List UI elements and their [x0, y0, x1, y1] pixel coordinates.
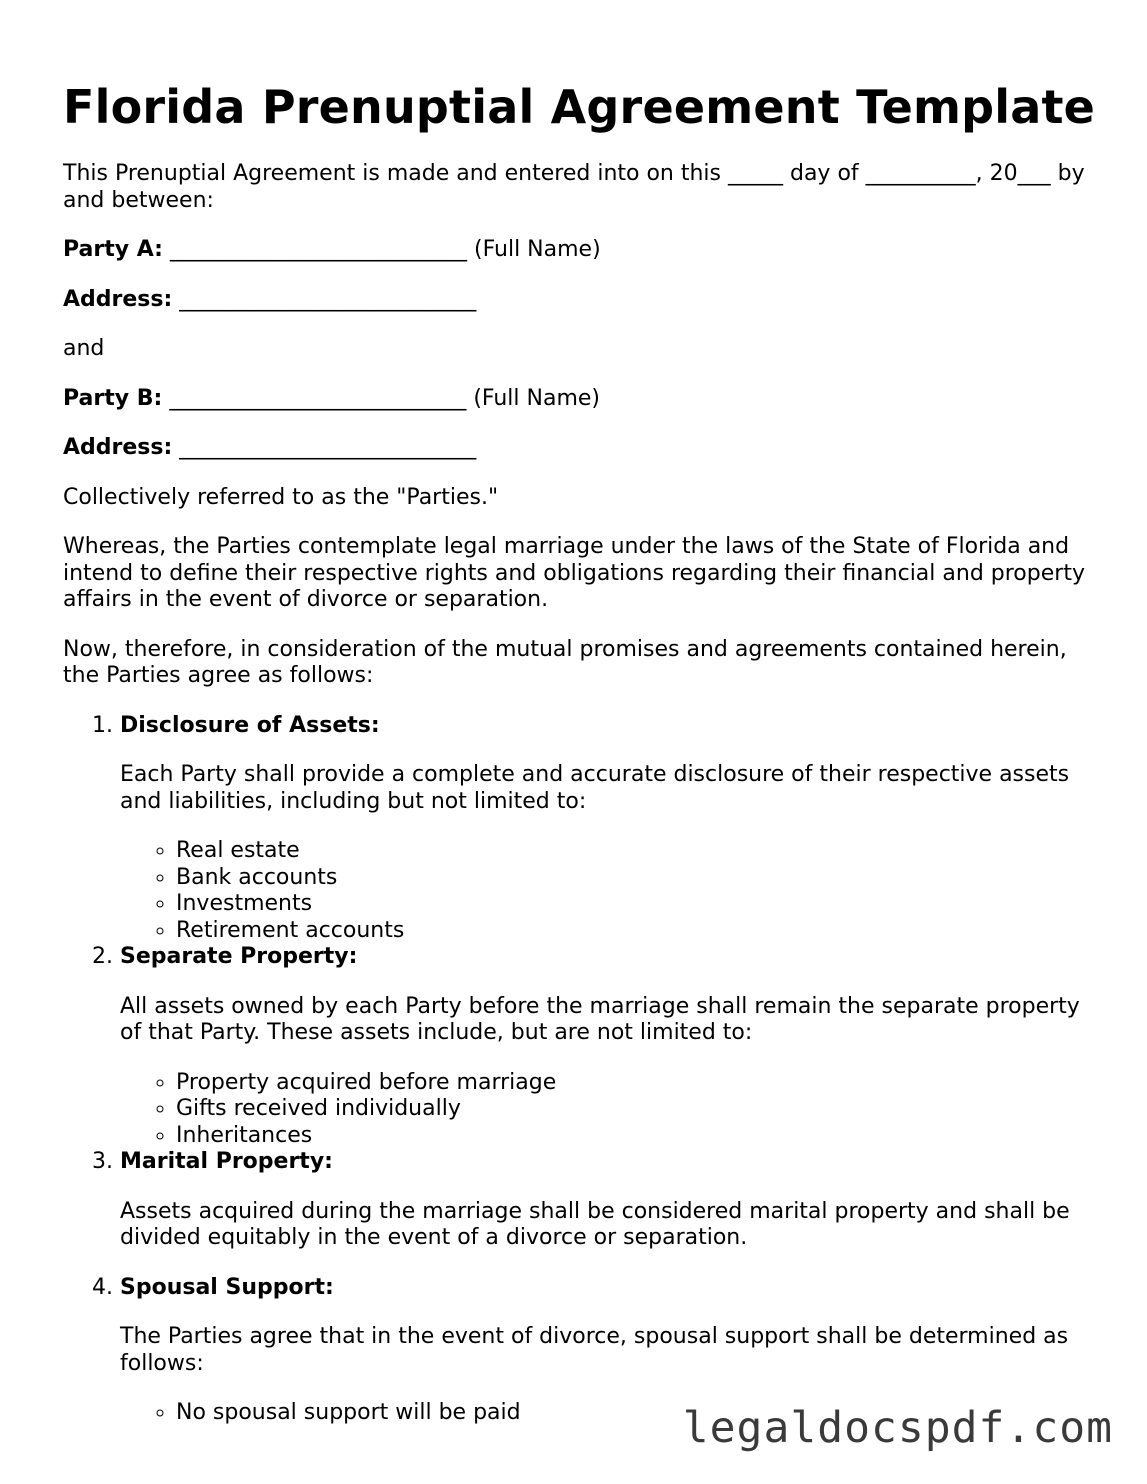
party-a-address-label: Address:: [63, 286, 173, 312]
watermark: legaldocspdf.com: [682, 1403, 1113, 1453]
section-disclosure-of-assets: [120, 713, 1093, 945]
section-heading: Marital Property:: [120, 1149, 333, 1174]
section-text: Assets acquired during the marriage shall be considered marital property and shall be divided equitably in the event of a divorce or separation.: [120, 1198, 1070, 1250]
document-page: [63, 0, 1096, 1427]
party-b-label: Party B:: [63, 385, 163, 411]
section-marital-property: [120, 1149, 1093, 1252]
list-item: ◦ Investments: [176, 891, 1093, 918]
list-item: ◦ Bank accounts: [176, 865, 1093, 892]
section-text: The Parties agree that in the event of divorce, spousal support shall be determined as follows:: [120, 1324, 1069, 1376]
list-item: ◦ Retirement accounts: [176, 918, 1093, 945]
party-b-line: [63, 386, 1093, 413]
party-b-address-line: [63, 435, 1093, 462]
section-text: All assets owned by each Party before the marriage shall remain the separate property of that Party. These assets include, but are not limited to:: [120, 993, 1080, 1045]
separate-property-list: [120, 1070, 1093, 1150]
list-item: ◦ No spousal support will be paid: [176, 1400, 1093, 1427]
party-a-name-note: (Full Name): [473, 237, 601, 262]
section-heading: Disclosure of Assets:: [120, 712, 380, 738]
party-a-name-blank: ___________________________: [169, 237, 467, 262]
whereas-paragraph: Whereas, the Parties contemplate legal marriage under the laws of the State of Florida and intend to define their respective rights and obligations regarding their financial and property affairs in the event of divorce or separation.: [63, 534, 1085, 612]
collectively-paragraph: Collectively referred to as the "Parties.": [63, 484, 499, 510]
list-item: ◦ Inheritances: [176, 1123, 1093, 1150]
party-a-address-blank: ___________________________: [179, 286, 477, 312]
conjunction-and: and: [63, 336, 105, 361]
party-b-address-label: Address:: [63, 435, 173, 460]
document-title: Florida Prenuptial Agreement Template: [63, 80, 1096, 134]
section-heading: Spousal Support:: [120, 1274, 334, 1300]
party-a-address-line: [63, 287, 1093, 314]
list-item: ◦ Real estate: [176, 838, 1093, 865]
party-b-address-blank: ___________________________: [179, 435, 477, 460]
list-item: ◦ Gifts received individually: [176, 1096, 1093, 1123]
party-b-name-note: (Full Name): [473, 385, 600, 411]
party-a-label: Party A:: [63, 237, 163, 262]
intro-paragraph: This Prenuptial Agreement is made and entered into on this _____ day of __________, 20___ by and between:: [63, 161, 1085, 213]
sections-list: [63, 713, 1093, 1427]
party-b-name-blank: ___________________________: [169, 385, 467, 411]
section-text: Each Party shall provide a complete and accurate disclosure of their respective assets and liabilities, including but not limited to:: [120, 762, 1070, 814]
list-item: ◦ Property acquired before marriage: [176, 1070, 1093, 1097]
now-therefore-paragraph: Now, therefore, in consideration of the mutual promises and agreements contained herein, the Parties agree as follows:: [63, 636, 1067, 688]
section-separate-property: [120, 944, 1093, 1149]
section-heading: Separate Property:: [120, 944, 358, 969]
party-a-line: [63, 237, 1093, 264]
asset-types-list: [120, 838, 1093, 944]
